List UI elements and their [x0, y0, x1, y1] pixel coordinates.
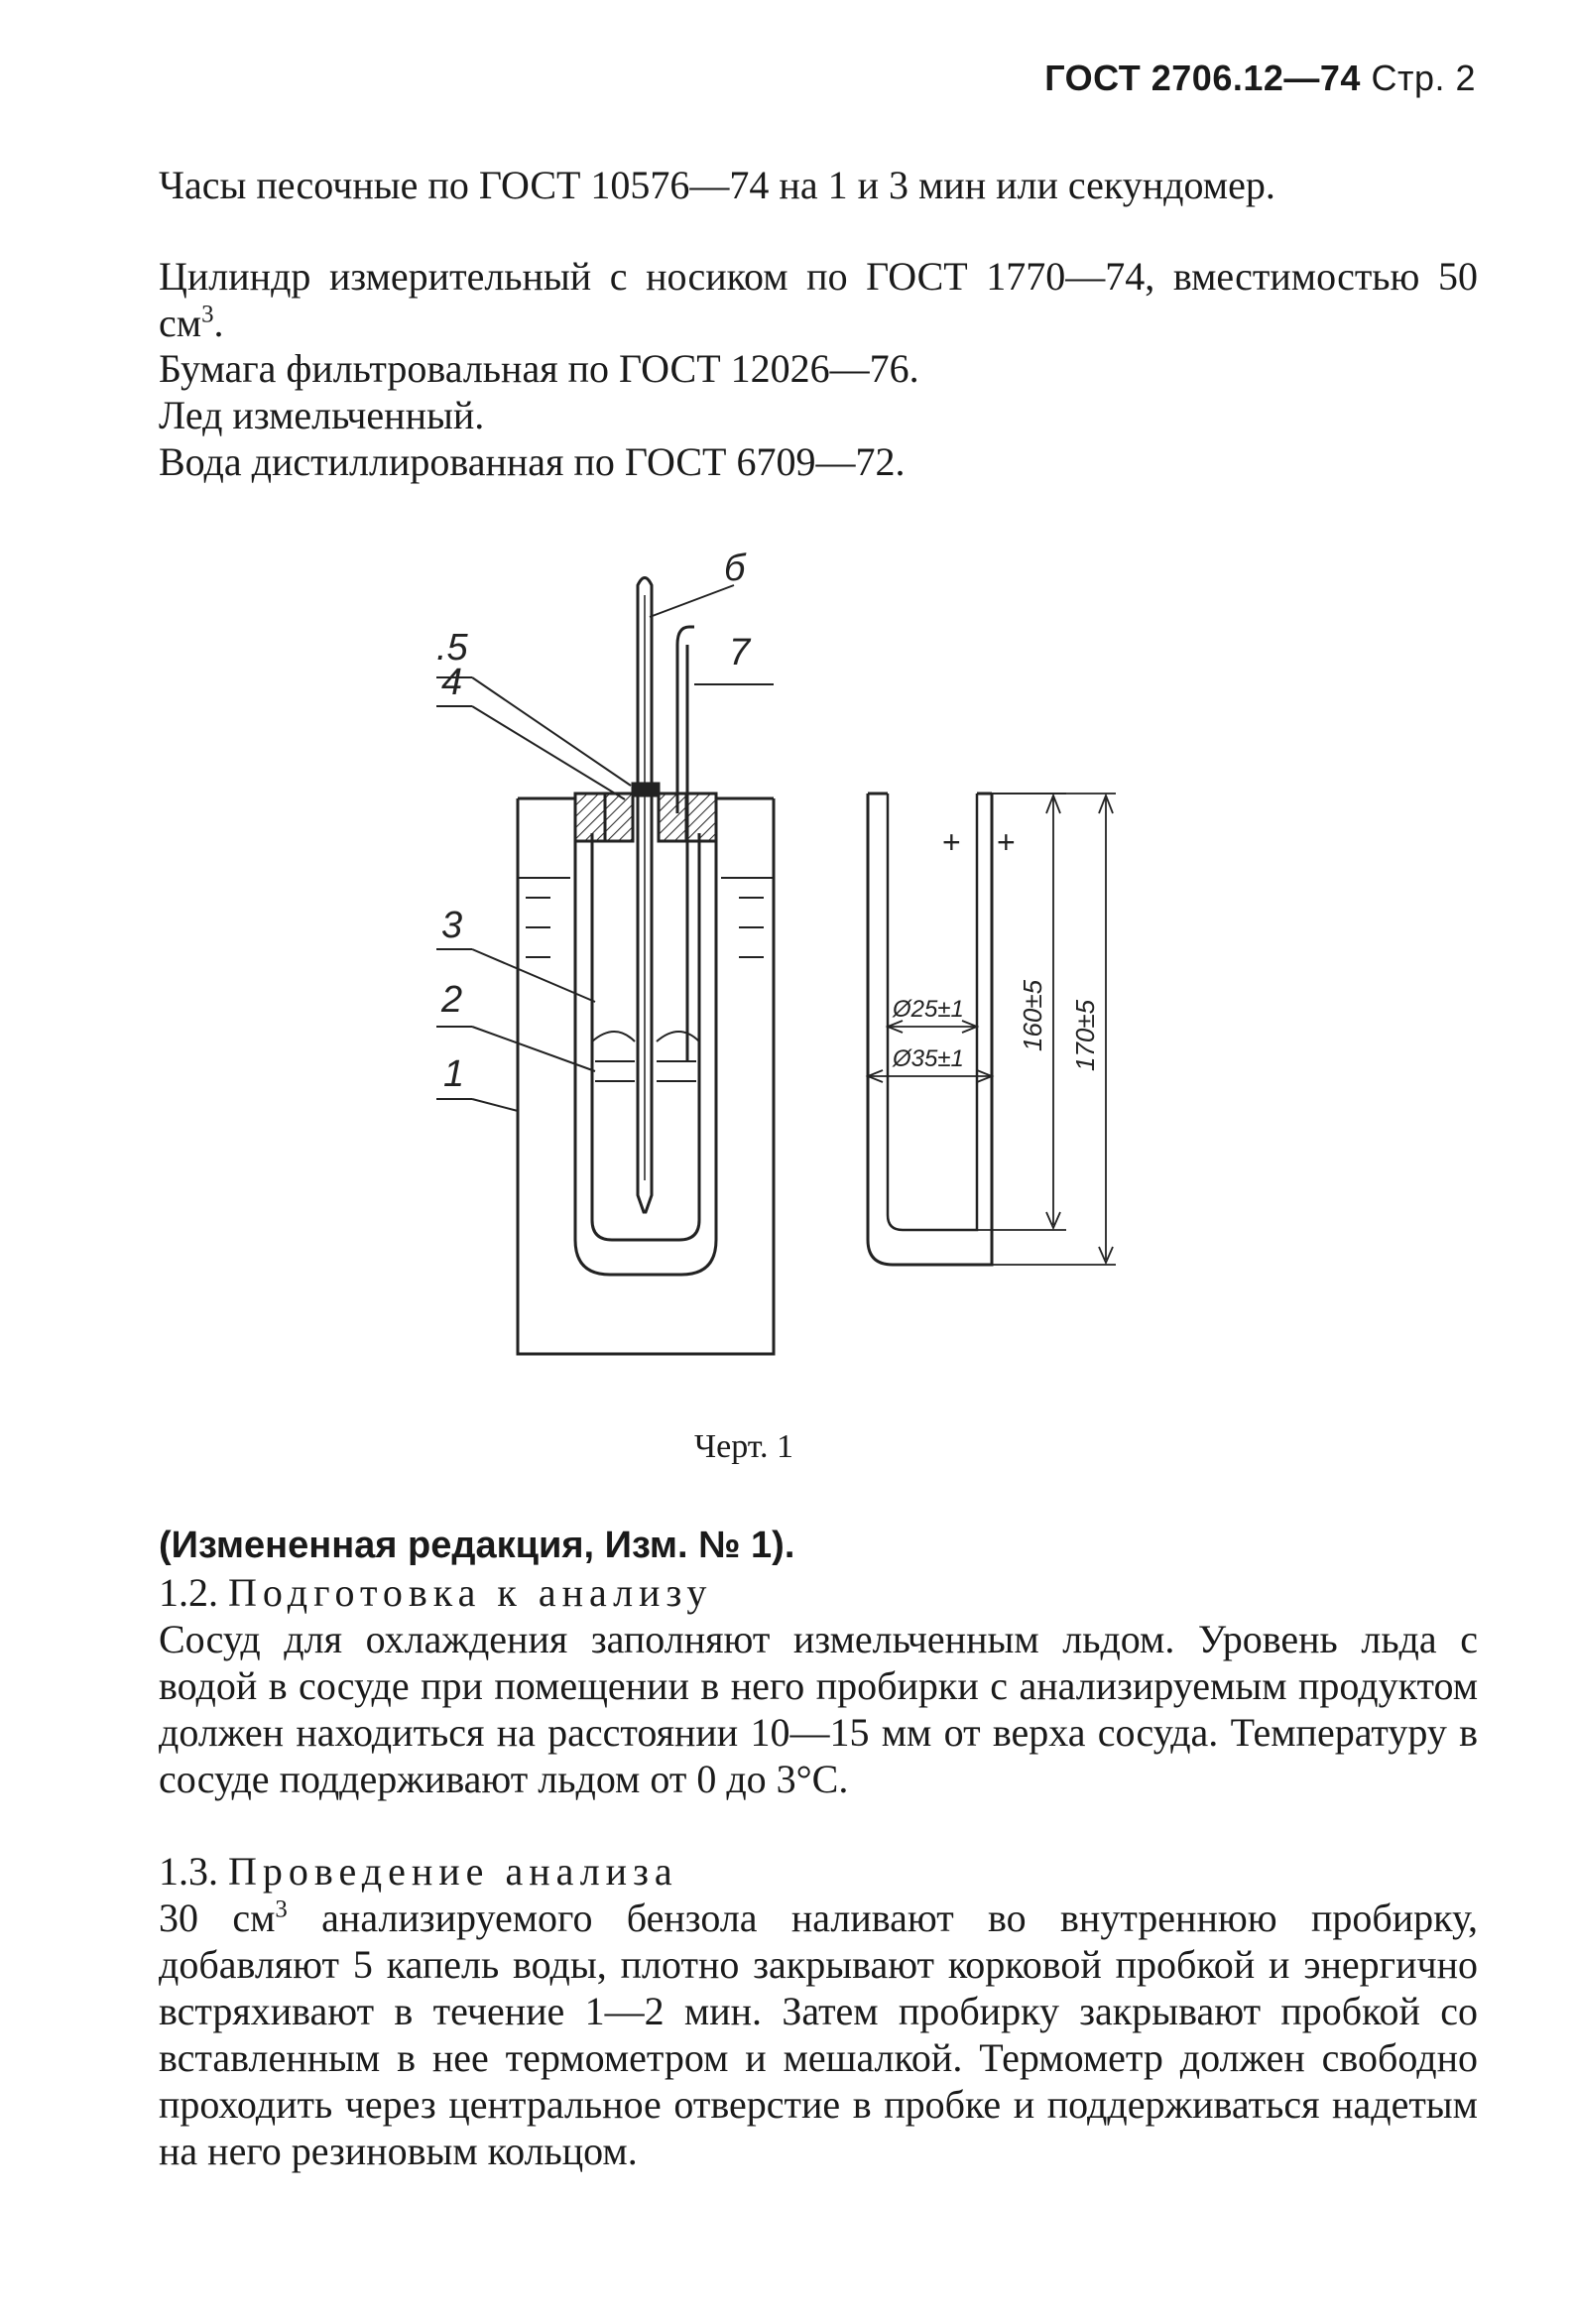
inner-tube [592, 833, 699, 1240]
section-title: Проведение анализа [228, 1849, 678, 1894]
stopper [575, 784, 716, 841]
water-level-outer [518, 878, 774, 957]
section-title: Подготовка к анализу [228, 1570, 713, 1615]
callout-7: 7 [729, 632, 751, 673]
callout-3: 3 [441, 905, 463, 946]
section-1-2-heading [159, 1569, 1478, 1616]
equipment-item-hourglass: Часы песочные по ГОСТ 10576—74 на 1 и 3 мин или секундомер. [159, 163, 1275, 207]
leader-lines [436, 585, 774, 1111]
plus-mark-outer: + [997, 824, 1016, 860]
product-level [592, 1032, 699, 1081]
dim-outer-height: 170±5 [1070, 999, 1100, 1071]
plus-mark-inner: + [942, 824, 961, 860]
equipment-item-cylinder: Цилиндр измерительный с носиком по ГОСТ 1770—74, вместимостью 50 $см^3$. [159, 254, 1478, 345]
thermometer [638, 578, 652, 1213]
outer-tube [575, 794, 716, 1275]
callout-4: 4 [441, 662, 463, 703]
cooling-vessel [518, 798, 774, 1354]
dim-outer-diameter: Ø35±1 [893, 1045, 964, 1072]
dim-inner-diameter: Ø25±1 [893, 996, 964, 1023]
section-1-2-body: Сосуд для охлаждения заполняют измельченным льдом. Уровень льда с водой в сосуде при помещении в него пробирки с анализируемым продуктом должен находиться на расстоянии 10—15 мм от верха сосуда. Температуру в сосуде поддерживают льдом от 0 до 3°С. [159, 1617, 1478, 1801]
equipment-item-paper: Бумага фильтровальная по ГОСТ 12026—76. [159, 346, 919, 391]
callout-5: .5 [436, 627, 468, 669]
dim-inner-height: 160±5 [1018, 979, 1047, 1051]
equipment-item-ice: Лед измельченный. [159, 393, 485, 437]
section-1-3-heading [159, 1848, 1478, 1895]
callout-1: 1 [443, 1053, 465, 1095]
figure-caption: Черт. 1 [694, 1428, 794, 1465]
standard-number: ГОСТ 2706.12—74 [1044, 58, 1361, 98]
callout-6: б [724, 548, 746, 589]
stirrer [677, 627, 694, 1061]
test-tube-dimensioned [868, 794, 992, 1265]
amendment-note: (Измененная редакция, Изм. № 1). [159, 1525, 795, 1566]
section-number: 1.3. [159, 1849, 218, 1894]
callout-2: 2 [441, 979, 463, 1021]
page-number: Стр. 2 [1371, 58, 1476, 98]
section-number: 1.2. [159, 1570, 218, 1615]
equipment-item-water: Вода дистиллированная по ГОСТ 6709—72. [159, 439, 906, 484]
section-1-3-body: 30 $см^3$ анализируемого бензола наливают во внутреннюю пробирку, добавляют 5 капель воды, плотно закрывают корковой пробкой и энергично встряхивают в течение 1—2 мин. Затем пробирку закрывают пробкой со вставленным в нее термометром и мешалкой. Термометр должен свободно проходить через центральное отверстие в пробке и поддерживаться надетым на него резиновым кольцом. [159, 1896, 1478, 2173]
